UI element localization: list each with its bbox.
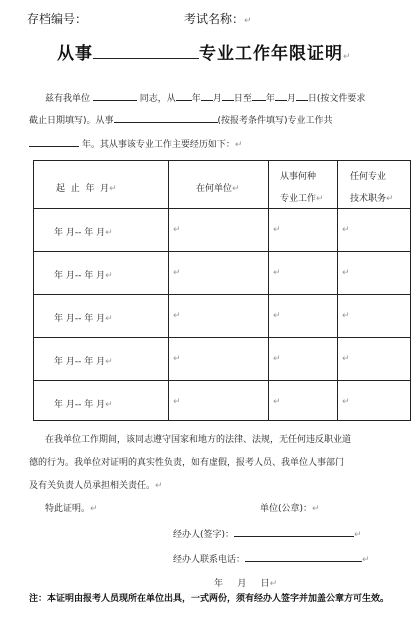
table-rule <box>168 160 169 421</box>
table-empty-cell: ↵ <box>342 397 350 407</box>
handler-phone-field: 经办人联系电话： ↵ <box>173 551 370 565</box>
table-empty-cell: ↵ <box>173 397 181 407</box>
unit-seal-label: 单位(公章)：↵ <box>260 504 320 514</box>
table-rule <box>410 160 411 421</box>
table-empty-cell: ↵ <box>273 268 281 278</box>
title-blank <box>93 42 199 59</box>
table-rule <box>33 337 411 338</box>
table-row-period: 年 月-- 年 月↵ <box>54 400 113 410</box>
body-line-1: 在我单位工作期间，该同志遵守国家和地方的法律、法规，无任何违反职业道 <box>45 435 352 445</box>
intro-line-2: 截止日期填写)。从事 (按报考条件填写)专业工作共 <box>29 112 333 126</box>
period-text: 年 月-- 年 月 <box>54 314 106 324</box>
table-empty-cell: ↵ <box>342 268 350 278</box>
table-header-cell: 在何单位↵ <box>196 184 240 194</box>
body-line-2: 德的行为。我单位对证明的真实性负责，如有虚假，报考人员、我单位人事部门 <box>29 458 345 468</box>
table-empty-cell: ↵ <box>273 354 281 364</box>
table-empty-cell: ↵ <box>173 225 181 235</box>
intro-line-3: 年。其从事该专业工作主要经历如下：↵ <box>29 136 242 150</box>
table-header-cell: 任何专业 技术职务↵ <box>350 172 394 204</box>
table-header-text: 任何专业 技术职务 <box>350 172 387 204</box>
table-header-cell: 从事何种 专业工作↵ <box>280 172 324 204</box>
table-empty-cell: ↵ <box>173 268 181 278</box>
table-rule <box>33 294 411 295</box>
table-empty-cell: ↵ <box>173 354 181 364</box>
table-rule <box>33 420 411 421</box>
archive-number-label: 存档编号： <box>27 12 88 26</box>
intro-line-1: 兹有我单位 同志，从 年 月 日至 年 月 日(按文件要求 <box>45 90 365 104</box>
table-row-period: 年 月-- 年 月↵ <box>54 271 113 281</box>
table-rule <box>33 251 411 252</box>
table-header-cell: 起 止 年 月↵ <box>56 184 117 194</box>
period-text: 年 月-- 年 月 <box>54 357 106 367</box>
table-row-period: 年 月-- 年 月↵ <box>54 357 113 367</box>
table-empty-cell: ↵ <box>273 397 281 407</box>
table-empty-cell: ↵ <box>273 311 281 321</box>
table-row-period: 年 月-- 年 月↵ <box>54 314 113 324</box>
period-text: 年 月-- 年 月 <box>54 228 106 238</box>
handler-signature-field: 经办人(签字)： ↵ <box>173 526 362 540</box>
body-line-3: 及有关负责人员承担相关责任。↵ <box>29 481 163 491</box>
table-empty-cell: ↵ <box>173 311 181 321</box>
table-rule <box>33 160 411 161</box>
table-row-period: 年 月-- 年 月↵ <box>54 228 113 238</box>
footnote: 注：本证明由报考人员现所在单位出具，一式两份，须有经办人签字并加盖公章方可生效。 <box>29 594 390 604</box>
table-empty-cell: ↵ <box>342 354 350 364</box>
table-rule <box>268 160 269 421</box>
period-text: 年 月-- 年 月 <box>54 400 106 410</box>
exam-name-label: 考试名称：↵ <box>184 12 252 26</box>
table-header-text: 在何单位 <box>196 184 233 194</box>
table-header-text: 起 止 年 月 <box>56 184 110 194</box>
table-rule <box>337 160 338 421</box>
page-title: 从事 专业工作年限证明↵ <box>57 44 352 64</box>
table-rule <box>33 160 34 421</box>
table-header-text: 从事何种 专业工作 <box>280 172 317 204</box>
table-empty-cell: ↵ <box>342 225 350 235</box>
table-empty-cell: ↵ <box>273 225 281 235</box>
date-line: 年 月 日↵ <box>214 579 278 589</box>
certify-text: 特此证明。↵ <box>45 504 98 514</box>
table-empty-cell: ↵ <box>342 311 350 321</box>
period-text: 年 月-- 年 月 <box>54 271 106 281</box>
table-rule <box>33 380 411 381</box>
